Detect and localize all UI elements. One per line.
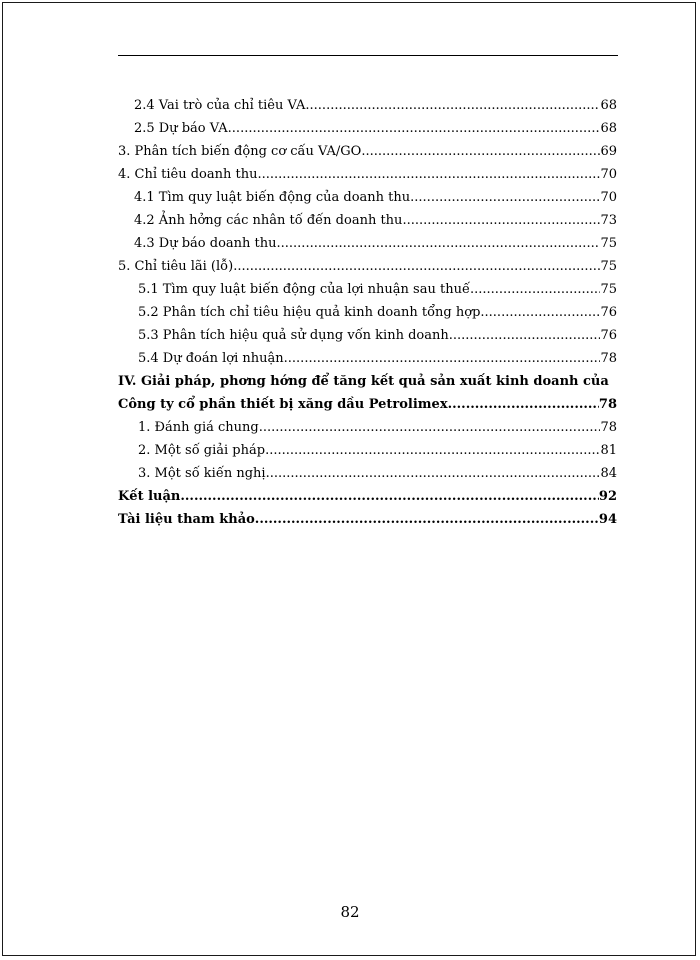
toc-entry [118,393,617,416]
toc-dot-leader [410,186,600,209]
toc-dot-leader [361,140,600,163]
toc-entry [118,347,617,370]
toc-dot-leader [257,163,600,186]
toc-dot-leader [402,209,600,232]
toc-dot-leader [228,117,601,140]
toc-entry-page: 69 [600,144,617,159]
toc-dot-leader [277,232,601,255]
toc-entry-label: 5.3 Phân tích hiệu quả sử dụng vốn kinh doanh [138,328,449,343]
toc-dot-leader [480,301,600,324]
toc-entry [118,485,617,508]
toc-entry-label: 4.2 Ảnh hởng các nhân tố đến doanh thu [134,213,403,228]
toc-entry [118,232,617,255]
toc-entry [118,462,617,485]
toc-entry [118,209,617,232]
toc-entry-label: 2. Một số giải pháp [138,443,266,458]
toc-entry-page: 75 [600,282,617,297]
toc-entry-page: 81 [600,443,617,458]
toc-entry [118,94,617,117]
toc-dot-leader [470,278,601,301]
header-rule [118,55,618,56]
toc-entry [118,370,617,393]
toc-entry-page: 78 [600,420,617,435]
toc-entry-label: 5.1 Tìm quy luật biến động của lợi nhuận sau thuế [138,282,470,297]
toc-entry-page: 92 [598,489,617,504]
toc-entry-label: Tài liệu tham khảo [118,512,255,527]
toc-entry-label: Công ty cổ phần thiết bị xăng dầu Petrolimex [118,397,448,412]
toc-entry-label: 3. Một số kiến nghị [138,466,266,481]
toc-entry-label: 1. Đánh giá chung [138,420,259,435]
toc-entry-page: 73 [600,213,617,228]
toc-entry [118,301,617,324]
toc-entry [118,508,617,531]
toc-entry [118,324,617,347]
toc-entry-page: 78 [598,397,617,412]
toc-entry-page: 78 [600,351,617,366]
toc-entry-page: 94 [598,512,617,527]
toc-dot-leader [448,393,599,416]
toc-entry-page: 76 [600,328,617,343]
toc-entry [118,278,617,301]
toc-entry [118,255,617,278]
toc-entry [118,416,617,439]
toc-entry [118,186,617,209]
toc-dot-leader [255,508,599,531]
toc-entry-label: 4.3 Dự báo doanh thu [134,236,277,251]
toc-entry-label: IV. Giải pháp, phơng hớng để tăng kết quả sản xuất kinh doanh của [118,374,609,389]
toc-dot-leader [265,439,600,462]
toc-entry-label: 5.4 Dự đoán lợi nhuận [138,351,284,366]
toc-entry-page: 75 [600,236,617,251]
toc-dot-leader [180,485,599,508]
toc-entry-label: 3. Phân tích biến động cơ cấu VA/GO [118,144,362,159]
toc-dot-leader [266,462,601,485]
toc-entry [118,117,617,140]
toc-dot-leader [284,347,601,370]
toc-entry-label: 5. Chỉ tiêu lãi (lỗ) [118,259,234,274]
toc-entry-label: 4.1 Tìm quy luật biến động của doanh thu [134,190,411,205]
table-of-contents [118,94,617,531]
toc-entry-page: 70 [600,167,617,182]
toc-entry-page: 68 [600,98,617,113]
toc-entry-page: 68 [600,121,617,136]
toc-entry-page: 76 [600,305,617,320]
toc-entry-label: 2.4 Vai trò của chỉ tiêu VA [134,98,306,113]
toc-entry-page: 75 [600,259,617,274]
toc-entry-page: 84 [600,466,617,481]
toc-entry-label: 5.2 Phân tích chỉ tiêu hiệu quả kinh doanh tổng hợp [138,305,481,320]
toc-entry [118,439,617,462]
toc-dot-leader [233,255,600,278]
toc-entry-page: 70 [600,190,617,205]
toc-entry-label: 4. Chỉ tiêu doanh thu [118,167,258,182]
toc-entry-label: 2.5 Dự báo VA [134,121,228,136]
toc-entry-label: Kết luận [118,489,181,504]
toc-dot-leader [305,94,600,117]
toc-dot-leader [259,416,601,439]
page-number: 82 [340,903,360,921]
toc-entry [118,163,617,186]
toc-dot-leader [449,324,601,347]
toc-entry [118,140,617,163]
